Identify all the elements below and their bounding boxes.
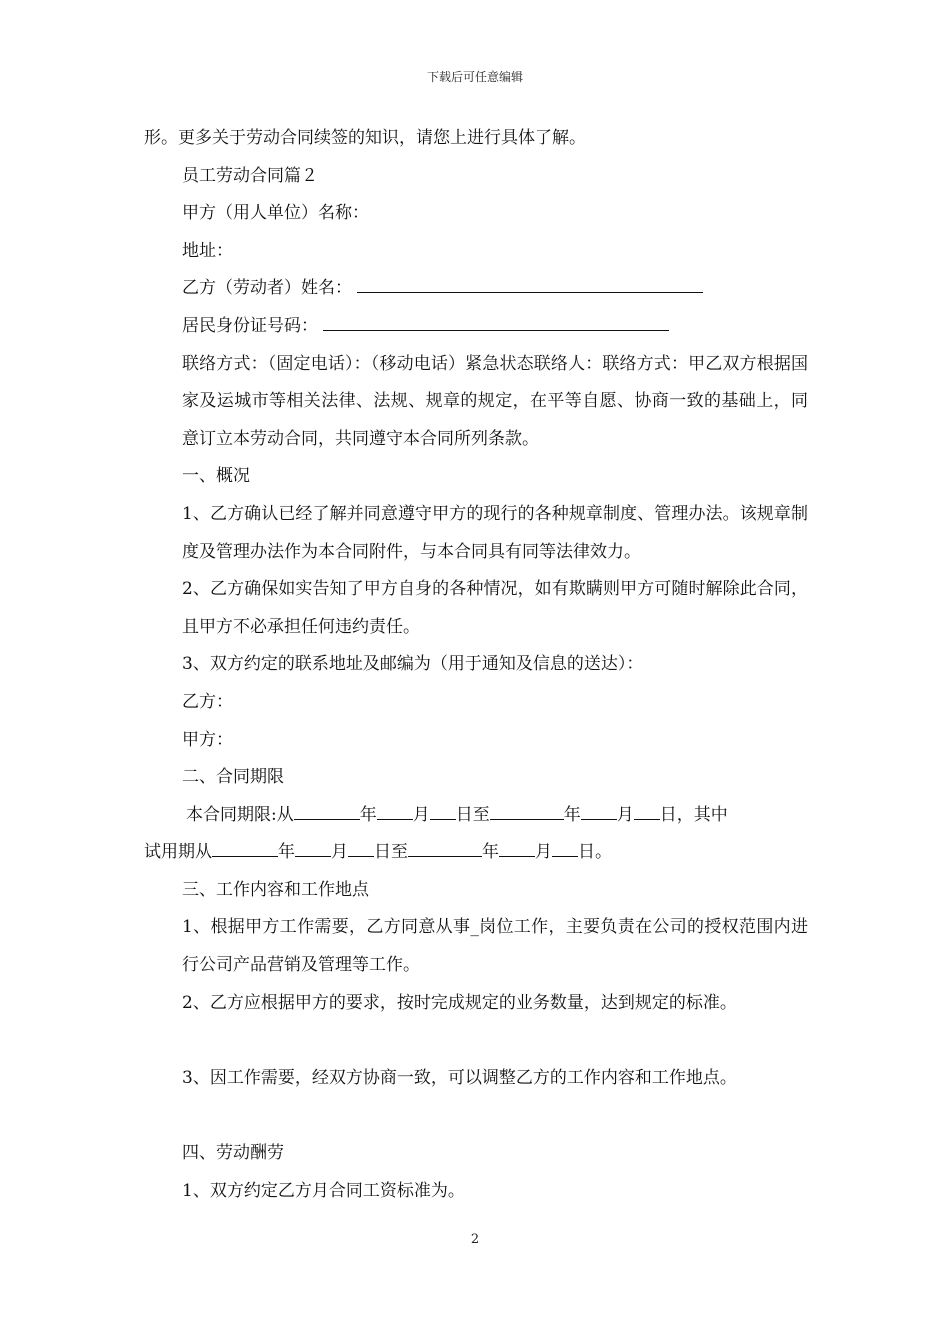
clause-2: 2、乙方确保如实告知了甲方自身的各种情况，如有欺瞒则甲方可随时解除此合同，且甲方不必承担任何违约责任。 (182, 579, 808, 637)
term-text: 月 (412, 804, 430, 825)
term-text: 本合同期限:从 (186, 804, 294, 825)
spacer (144, 1022, 808, 1060)
party-b-name-label: 乙方（劳动者）姓名： (182, 278, 352, 299)
term-text: 月 (616, 804, 634, 825)
id-number-label: 居民身份证号码： (182, 315, 318, 336)
term-text: 日至 (374, 842, 408, 863)
work-clause-3: 3、因工作需要，经双方协商一致，可以调整乙方的工作内容和工作地点。 (182, 1067, 737, 1088)
id-number-blank (323, 318, 669, 331)
blank (295, 844, 331, 857)
term-line-2 (144, 834, 808, 872)
page-number: 2 (470, 1232, 480, 1247)
party-a-name-field: 甲方（用人单位）名称： (182, 203, 369, 224)
term-text: 月 (535, 842, 552, 863)
blank (294, 807, 360, 820)
term-text: 年 (278, 842, 295, 863)
paragraph: 形。更多关于劳动合同续签的知识，请您上进行具体了解。 (144, 128, 586, 148)
clause-3: 3、双方约定的联系地址及邮编为（用于通知及信息的送达）： (182, 654, 644, 675)
term-text: 年 (359, 804, 377, 825)
heading-overview: 一、概况 (182, 466, 250, 487)
blank (552, 844, 578, 857)
term-text: 日至 (455, 804, 490, 825)
name-blank (357, 280, 703, 293)
blank (581, 807, 617, 820)
spacer (144, 1097, 808, 1135)
party-b-name-field (144, 270, 808, 308)
blank (634, 807, 660, 820)
term-text: 日。 (578, 842, 612, 863)
paragraph-contact: 联络方式：（固定电话）：（移动电话）紧急状态联络人：联络方式：甲乙双方根据国家及运城市等相关法律、法规、规章的规定，在平等自愿、协商一致的基础上，同意订立本劳动合同，共同遵守本合同所列条款。 (182, 353, 808, 449)
blank (499, 844, 535, 857)
party-a-address: 甲方： (182, 729, 233, 750)
party-b-address: 乙方： (182, 691, 233, 712)
document-body (144, 120, 808, 1210)
term-text: 日，其中 (659, 804, 728, 825)
work-clause-1: 1、根据甲方工作需要，乙方同意从事_岗位工作，主要负责在公司的授权范围内进行公司产品营销及管理等工作。 (182, 917, 808, 976)
term-text: 试用期从 (144, 842, 212, 863)
heading-work: 三、工作内容和工作地点 (182, 879, 369, 900)
term-text: 年 (482, 842, 499, 863)
blank (408, 844, 482, 857)
term-text: 月 (331, 842, 348, 863)
work-clause-2: 2、乙方应根据甲方的要求，按时完成规定的业务数量，达到规定的标准。 (182, 992, 737, 1013)
page-header: 下载后可任意编辑 (426, 70, 523, 84)
blank (377, 807, 413, 820)
blank (348, 844, 374, 857)
section-title: 员工劳动合同篇２ (182, 165, 318, 186)
id-number-field (144, 308, 808, 346)
blank (212, 844, 278, 857)
blank (430, 807, 456, 820)
term-line-1 (144, 797, 808, 835)
clause-1: 1、乙方确认已经了解并同意遵守甲方的现行的各种规章制度、管理办法。该规章制度及管理办法作为本合同附件，与本合同具有同等法律效力。 (182, 503, 808, 562)
address-field: 地址： (182, 240, 233, 261)
term-text: 年 (563, 804, 581, 825)
pay-clause-1: 1、双方约定乙方月合同工资标准为。 (182, 1180, 465, 1201)
heading-pay: 四、劳动酬劳 (182, 1143, 284, 1164)
heading-term: 二、合同期限 (182, 767, 284, 788)
blank (490, 807, 564, 820)
